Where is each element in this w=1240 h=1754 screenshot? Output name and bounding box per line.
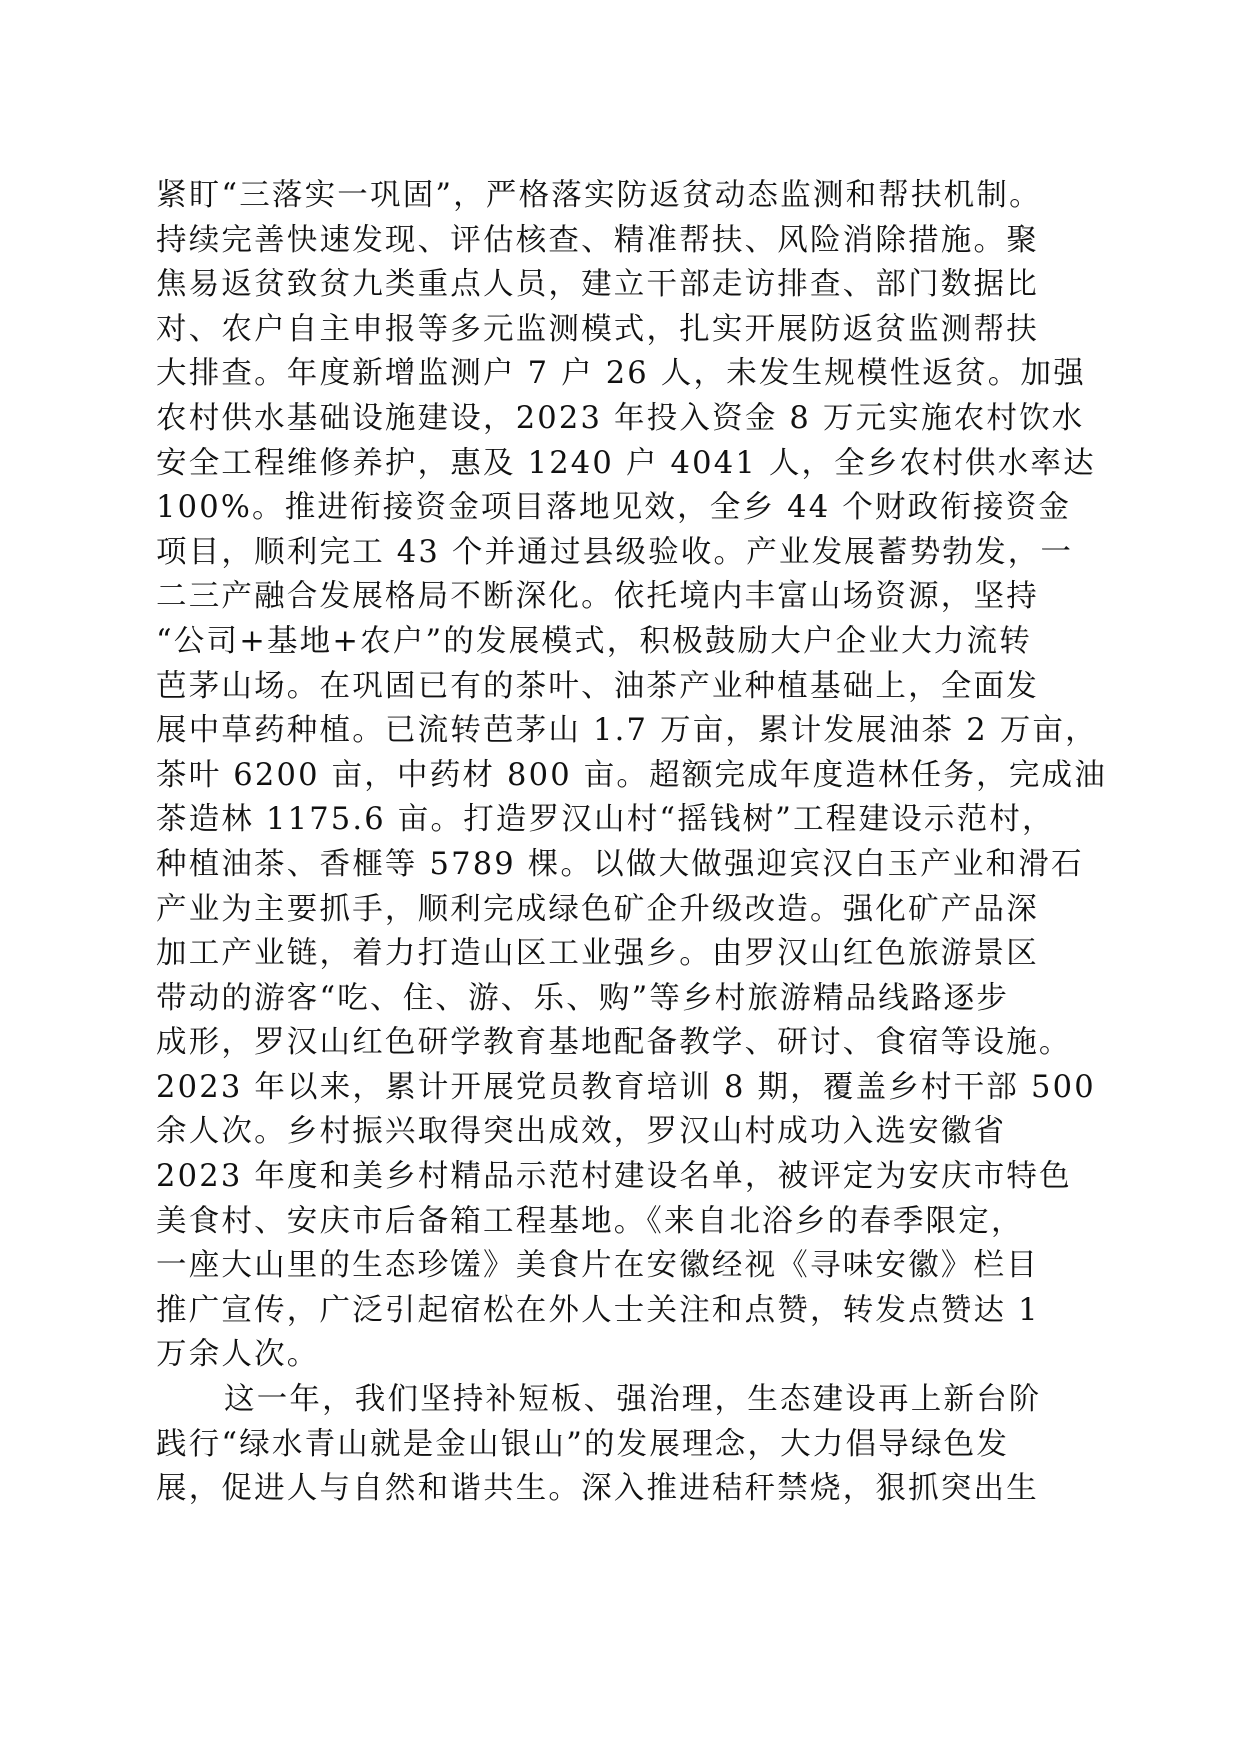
text-line: 种植油茶、香榧等 5789 棵。以做大做强迎宾汉白玉产业和滑石 [156, 846, 1084, 882]
text-line: 农村供水基础设施建设，2023 年投入资金 8 万元实施农村饮水 [156, 400, 1085, 436]
text-line: 芭茅山场。在巩固已有的茶叶、油茶产业种植基础上，全面发 [156, 668, 1039, 704]
text-line: 2023 年以来，累计开展党员教育培训 8 期，覆盖乡村干部 500 [156, 1069, 1096, 1105]
text-line: 推广宣传，广泛引起宿松在外人士关注和点赞，转发点赞达 1 [156, 1292, 1040, 1328]
text-line: 带动的游客“吃、住、游、乐、购”等乡村旅游精品线路逐步 [156, 980, 1010, 1016]
text-line: 100%。推进衔接资金项目落地见效，全乡 44 个财政衔接资金 [156, 490, 1072, 526]
paragraph-start-line: 这一年，我们坚持补短板、强治理，生态建设再上新台阶 [224, 1382, 1042, 1418]
text-line: 焦易返贫致贫九类重点人员，建立干部走访排查、部门数据比 [156, 267, 1039, 303]
text-line: 持续完善快速发现、评估核查、精准帮扶、风险消除措施。聚 [156, 222, 1039, 258]
text-line: 紧盯“三落实一巩固”，严格落实防返贫动态监测和帮扶机制。 [156, 178, 1042, 213]
text-line: 展中草药种植。已流转芭茅山 1.7 万亩，累计发展油茶 2 万亩， [156, 713, 1098, 749]
text-line: 万余人次。 [156, 1337, 320, 1373]
text-line: 加工产业链，着力打造山区工业强乡。由罗汉山红色旅游景区 [156, 936, 1039, 972]
text-line: 安全工程维修养护，惠及 1240 户 4041 人，全乡农村供水率达 [156, 445, 1096, 481]
text-line: 大排查。年度新增监测户 7 户 26 人，未发生规模性返贫。加强 [156, 356, 1086, 392]
text-line: 成形，罗汉山红色研学教育基地配备教学、研讨、食宿等设施。 [156, 1025, 1072, 1061]
text-line: 美食村、安庆市后备箱工程基地。《来自北浴乡的春季限定， [156, 1203, 1024, 1239]
document-page [156, 174, 1107, 1512]
text-line: 余人次。乡村振兴取得突出成效，罗汉山村成功入选安徽省 [156, 1114, 1007, 1150]
text-line: 项目，顺利完工 43 个并通过县级验收。产业发展蓄势勃发，一 [156, 534, 1074, 570]
text-line: 展，促进人与自然和谐共生。深入推进秸秆禁烧，狠抓突出生 [156, 1471, 1039, 1507]
text-line: 二三产融合发展格局不断深化。依托境内丰富山场资源，坚持 [156, 579, 1039, 615]
text-line: 茶造林 1175.6 亩。打造罗汉山村“摇钱树”工程建设示范村， [156, 802, 1055, 838]
text-line: 一座大山里的生态珍馐》美食片在安徽经视《寻味安徽》栏目 [156, 1248, 1039, 1284]
text-line: 践行“绿水青山就是金山银山”的发展理念，大力倡导绿色发 [156, 1426, 1010, 1462]
text-line: 2023 年度和美乡村精品示范村建设名单，被评定为安庆市特色 [156, 1159, 1072, 1195]
text-line: 茶叶 6200 亩，中药材 800 亩。超额完成年度造林任务，完成油 [156, 757, 1107, 793]
text-line: “公司+基地+农户”的发展模式，积极鼓励大户企业大力流转 [156, 623, 1032, 659]
text-line: 产业为主要抓手，顺利完成绿色矿企升级改造。强化矿产品深 [156, 891, 1039, 927]
text-line: 对、农户自主申报等多元监测模式，扎实开展防返贫监测帮扶 [156, 311, 1039, 347]
